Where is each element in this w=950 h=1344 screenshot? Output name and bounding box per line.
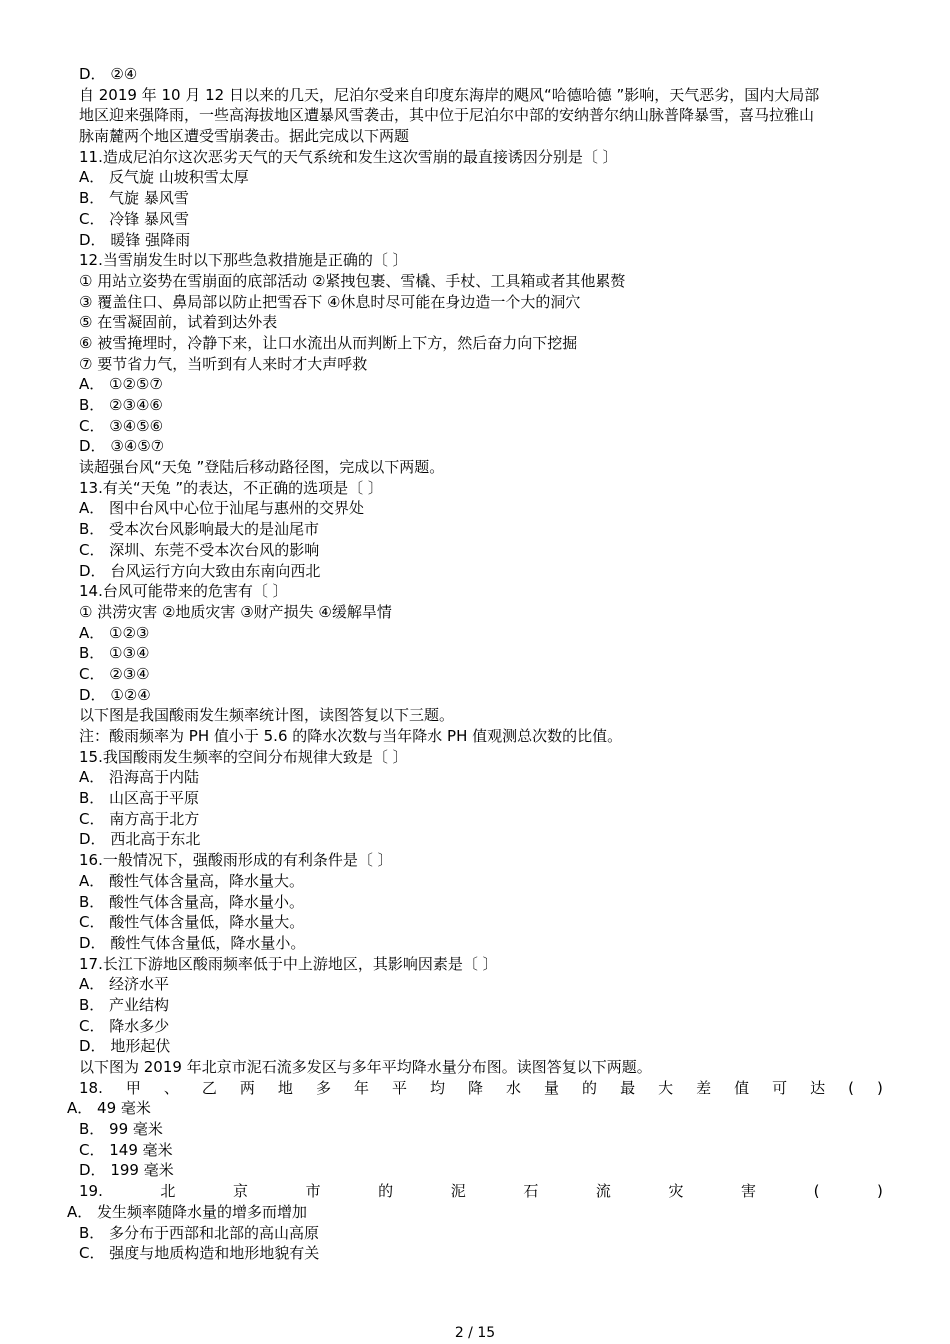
text-line: C． 降水多少 <box>79 1016 170 1035</box>
question-18-stem <box>0 1078 950 1099</box>
justified-token: 北 <box>160 1182 176 1201</box>
justified-token: 京 <box>233 1182 249 1201</box>
justified-token: 、 <box>163 1078 179 1097</box>
justified-token: 害 <box>741 1182 757 1201</box>
justified-token: 大 <box>658 1078 674 1097</box>
text-line: 以下图是我国酸雨发生频率统计图，读图答复以下三题。 <box>79 706 455 725</box>
q19-line: C． 强度与地质构造和地形地貌有关 <box>79 1244 320 1263</box>
justified-token: 乙 <box>201 1078 217 1097</box>
text-line: D． 台风运行方向大致由东南向西北 <box>79 561 321 580</box>
text-line: ⑤ 在雪凝固前，试着到达外表 <box>79 313 278 332</box>
question-19-stem <box>0 1181 950 1202</box>
justified-token: ( <box>848 1078 855 1097</box>
text-line: D． 地形起伏 <box>79 1037 171 1056</box>
justified-token: 最 <box>620 1078 636 1097</box>
text-line: C． 深圳、东莞不受本次台风的影响 <box>79 540 320 559</box>
justified-token: 平 <box>391 1078 407 1097</box>
justified-token: 地 <box>277 1078 293 1097</box>
text-line: A． ①②③ <box>79 623 150 642</box>
text-line: D． 暖锋 强降雨 <box>79 230 191 249</box>
text-line: D． ①②④ <box>79 685 151 704</box>
justified-token: 均 <box>429 1078 445 1097</box>
text-line: ③ 覆盖住口、鼻局部以防止把雪吞下 ④休息时尽可能在身边造一个大的洞穴 <box>79 292 581 311</box>
justified-token: 值 <box>734 1078 750 1097</box>
text-line: 以下图为 2019 年北京市泥石流多发区与多年平均降水量分布图。读图答复以下两题。 <box>79 1058 652 1076</box>
text-line: 13.有关“天兔 ”的表达，不正确的选项是〔 〕 <box>79 478 383 497</box>
text-line: 17.长江下游地区酸雨频率低于中上游地区，其影响因素是〔 〕 <box>79 954 498 973</box>
text-line: A． ①②⑤⑦ <box>79 375 163 394</box>
text-line: D． ③④⑤⑦ <box>79 437 165 456</box>
text-line: B． ②③④⑥ <box>79 396 163 414</box>
text-line: D． ②④ <box>79 65 138 83</box>
text-line: A． 酸性气体含量高，降水量大。 <box>79 871 305 890</box>
text-line: C． 冷锋 暴风雪 <box>79 209 190 228</box>
text-line: 自 2019 年 10 月 12 日以来的几天，尼泊尔受来自印度东海岸的飓风“哈德哈德 ”影响，天气恶劣，国内大局部 <box>79 85 820 104</box>
justified-token: 的 <box>378 1182 394 1201</box>
justified-token: 量 <box>544 1078 560 1097</box>
text-line: 地区迎来强降雨，一些高海拔地区遭暴风雪袭击，其中位于尼泊尔中部的安纳普尔纳山脉普降暴雪，喜马拉雅山 <box>79 106 815 125</box>
justified-token: 市 <box>305 1182 321 1201</box>
text-line: C． 酸性气体含量低，降水量大。 <box>79 913 305 932</box>
q18-line: B． 99 毫米 <box>79 1120 163 1139</box>
text-line: B． ①③④ <box>79 644 150 663</box>
question-18-option-a: A． 49 毫米 <box>67 1099 151 1118</box>
justified-token: 石 <box>523 1182 539 1201</box>
justified-token: ) <box>877 1078 883 1097</box>
question-19-option-a: A． 发生频率随降水量的增多而增加 <box>67 1202 308 1221</box>
text-line: ⑦ 要节省力气，当听到有人来时才大声呼救 <box>79 354 368 373</box>
text-line: B． 山区高于平原 <box>79 789 200 808</box>
justified-token: 流 <box>595 1182 611 1201</box>
document-body <box>0 64 950 1264</box>
justified-token: 多 <box>315 1078 331 1097</box>
justified-token: 甲 <box>125 1078 141 1097</box>
question-19-options <box>0 1223 950 1264</box>
text-line: A． 图中台风中心位于汕尾与惠州的交界处 <box>79 499 365 518</box>
text-line: 注：酸雨频率为 PH 值小于 5.6 的降水次数与当年降水 PH 值观测总次数的比值。 <box>79 727 623 745</box>
text-line: B． 酸性气体含量高，降水量小。 <box>79 892 305 911</box>
text-lines <box>0 64 950 1078</box>
text-line: B． 受本次台风影响最大的是汕尾市 <box>79 520 320 539</box>
justified-token: 19. <box>79 1182 103 1201</box>
text-line: A． 反气旋 山坡积雪太厚 <box>79 168 249 187</box>
page-number: 2 / 15 <box>454 1325 496 1341</box>
text-line: 11.造成尼泊尔这次恶劣天气的天气系统和发生这次雪崩的最直接诱因分别是〔 〕 <box>79 147 618 166</box>
text-line: D． 酸性气体含量低，降水量小。 <box>79 933 306 952</box>
justified-token: 达 <box>810 1078 826 1097</box>
justified-token: 18. <box>79 1078 103 1097</box>
justified-token: 两 <box>239 1078 255 1097</box>
text-line: C． 南方高于北方 <box>79 809 200 828</box>
text-line: B． 气旋 暴风雪 <box>79 189 189 208</box>
text-line: C． ②③④ <box>79 664 150 683</box>
justified-token: 年 <box>353 1078 369 1097</box>
text-line: A． 沿海高于内陆 <box>79 768 200 787</box>
text-line: ⑥ 被雪掩埋时，冷静下来，让口水流出从而判断上下方，然后奋力向下挖掘 <box>79 333 578 352</box>
text-line: ① 洪涝灾害 ②地质灾害 ③财产损失 ④缓解旱情 <box>79 602 392 621</box>
justified-token: ( <box>813 1182 820 1201</box>
justified-token: 可 <box>772 1078 788 1097</box>
q18-line: D． 199 毫米 <box>79 1161 174 1180</box>
justified-token: 泥 <box>450 1182 466 1201</box>
justified-token: 降 <box>468 1078 484 1097</box>
question-18-options <box>0 1119 950 1181</box>
justified-token: 水 <box>506 1078 522 1097</box>
q18-line: C． 149 毫米 <box>79 1140 173 1159</box>
justified-token: 的 <box>582 1078 598 1097</box>
text-line: B． 产业结构 <box>79 995 170 1014</box>
text-line: 16.一般情况下，强酸雨形成的有利条件是〔 〕 <box>79 851 393 870</box>
text-line: 脉南麓两个地区遭受雪崩袭击。据此完成以下两题 <box>79 127 410 146</box>
text-line: 15.我国酸雨发生频率的空间分布规律大致是〔 〕 <box>79 747 408 766</box>
justified-token: ) <box>877 1182 883 1201</box>
text-line: 14.台风可能带来的危害有〔 〕 <box>79 582 288 601</box>
text-line: C． ③④⑤⑥ <box>79 416 164 435</box>
text-line: ① 用站立姿势在雪崩面的底部活动 ②紧拽包裹、雪橇、手杖、工具箱或者其他累赘 <box>79 271 626 290</box>
text-line: 12.当雪崩发生时以下那些急救措施是正确的〔 〕 <box>79 251 408 270</box>
q19-line: B． 多分布于西部和北部的高山高原 <box>79 1223 320 1242</box>
justified-token: 灾 <box>668 1182 684 1201</box>
text-line: D． 西北高于东北 <box>79 830 201 849</box>
justified-token: 差 <box>696 1078 712 1097</box>
text-line: 读超强台风“天兔 ”登陆后移动路径图，完成以下两题。 <box>79 458 445 477</box>
text-line: A． 经济水平 <box>79 975 170 994</box>
